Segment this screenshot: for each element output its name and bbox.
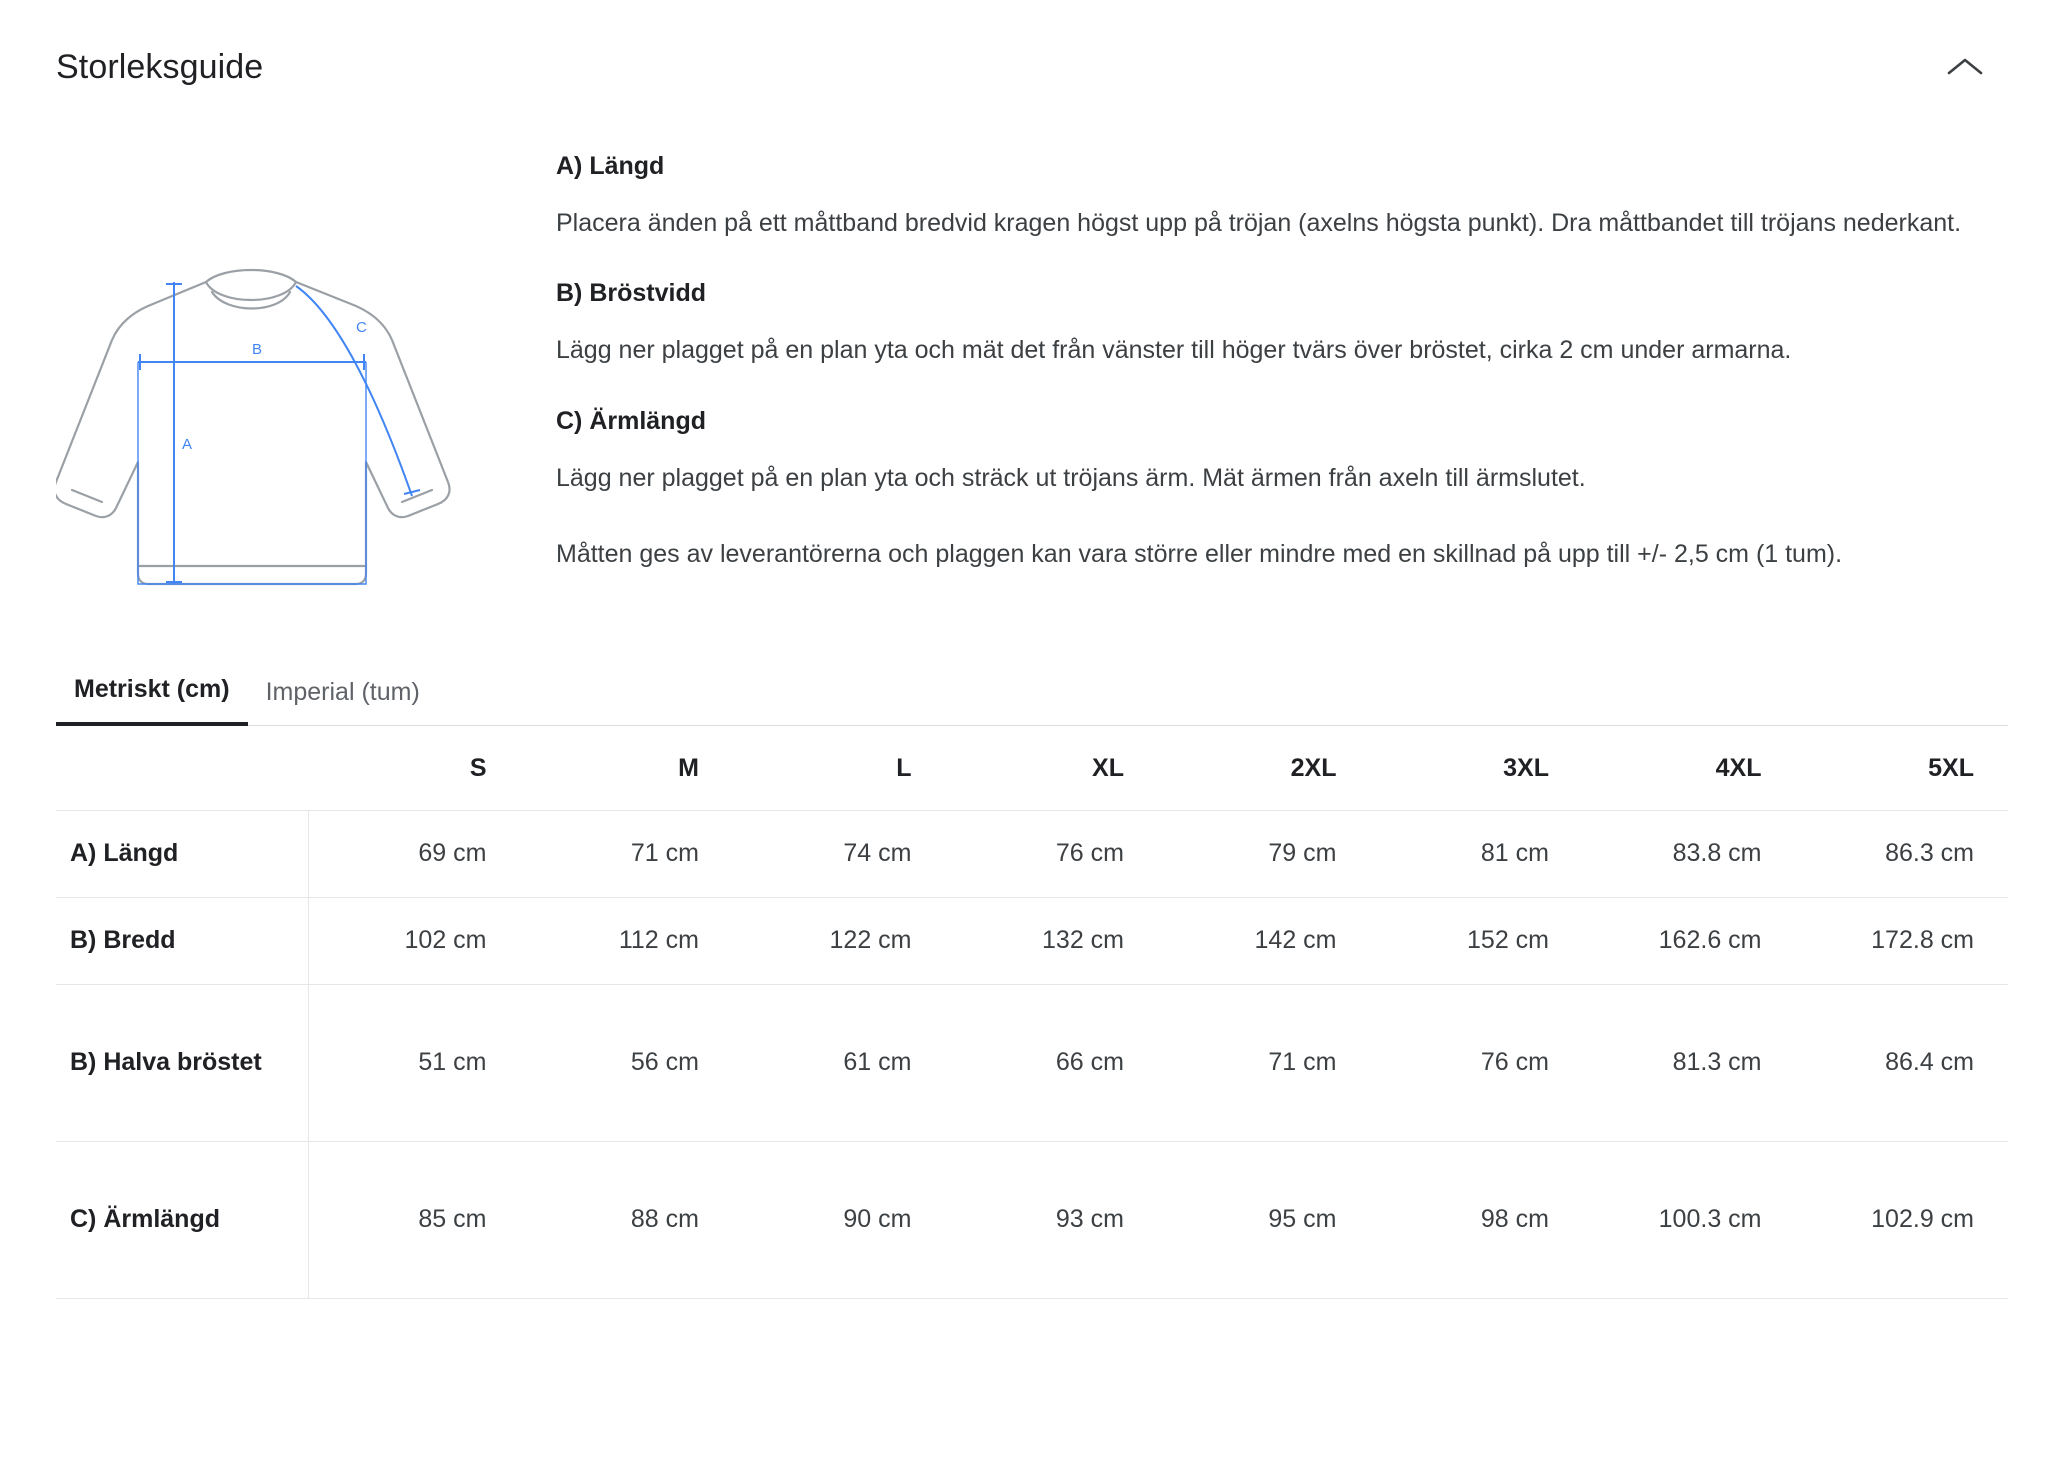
instruction-heading-b: B) Bröstvidd xyxy=(556,279,706,308)
cell-arm-5xl: 102.9 cm xyxy=(1796,1141,2009,1298)
instruction-text-a: Placera änden på ett måttband bredvid kragen högst upp på tröjan (axelns högsta punkt). Dra måttbandet till tröjans nederkant. xyxy=(556,209,1962,237)
cell-arm-s: 85 cm xyxy=(308,1141,521,1298)
cell-halva-3xl: 76 cm xyxy=(1371,984,1584,1141)
chevron-up-icon[interactable] xyxy=(1938,40,1992,94)
instruction-heading-c: C) Ärmlängd xyxy=(556,406,706,435)
cell-bredd-s: 102 cm xyxy=(308,897,521,984)
table-row xyxy=(56,811,2008,898)
measurement-disclaimer: Måtten ges av leverantörerna och plaggen kan vara större eller mindre med en skillnad på upp till +/- 2,5 cm (1 tum). xyxy=(556,539,1843,568)
cell-langd-4xl: 83.8 cm xyxy=(1583,811,1796,898)
row-header-bredd: B) Bredd xyxy=(56,897,308,984)
table-row xyxy=(56,897,2008,984)
cell-bredd-3xl: 152 cm xyxy=(1371,897,1584,984)
column-header-4xl: 4XL xyxy=(1583,726,1796,811)
instruction-heading-a: A) Längd xyxy=(556,152,665,180)
cell-langd-5xl: 86.3 cm xyxy=(1796,811,2009,898)
instruction-text-b: Lägg ner plagget på en plan yta och mät det från vänster till höger tvärs över bröstet, cirka 2 cm under armarna. xyxy=(556,336,1792,365)
cell-langd-3xl: 81 cm xyxy=(1371,811,1584,898)
unit-tabs xyxy=(56,675,2008,726)
table-row xyxy=(56,984,2008,1141)
cell-halva-5xl: 86.4 cm xyxy=(1796,984,2009,1141)
cell-langd-2xl: 79 cm xyxy=(1158,811,1371,898)
page-title: Storleksguide xyxy=(56,47,264,86)
cell-halva-xl: 66 cm xyxy=(946,984,1159,1141)
cell-arm-l: 90 cm xyxy=(733,1141,946,1298)
cell-arm-2xl: 95 cm xyxy=(1158,1141,1371,1298)
cell-halva-2xl: 71 cm xyxy=(1158,984,1371,1141)
cell-arm-4xl: 100.3 cm xyxy=(1583,1141,1796,1298)
column-header-l: L xyxy=(733,726,946,811)
column-header-3xl: 3XL xyxy=(1371,726,1584,811)
instructions-block xyxy=(556,134,1992,580)
cell-langd-l: 74 cm xyxy=(733,811,946,898)
cell-halva-l: 61 cm xyxy=(733,984,946,1141)
cell-bredd-2xl: 142 cm xyxy=(1158,897,1371,984)
cell-bredd-m: 112 cm xyxy=(521,897,734,984)
tab-metric[interactable]: Metriskt (cm) xyxy=(56,675,248,726)
row-header-halva-brostet: B) Halva bröstet xyxy=(56,984,308,1141)
cell-halva-m: 56 cm xyxy=(521,984,734,1141)
cell-halva-4xl: 81.3 cm xyxy=(1583,984,1796,1141)
cell-langd-m: 71 cm xyxy=(521,811,734,898)
table-header-row xyxy=(56,726,2008,811)
cell-arm-m: 88 cm xyxy=(521,1141,734,1298)
cell-bredd-l: 122 cm xyxy=(733,897,946,984)
row-header-armlangd: C) Ärmlängd xyxy=(56,1141,308,1298)
size-table xyxy=(56,726,2008,1299)
cell-bredd-5xl: 172.8 cm xyxy=(1796,897,2009,984)
label-a: A xyxy=(182,436,193,453)
cell-bredd-xl: 132 cm xyxy=(946,897,1159,984)
column-header-s: S xyxy=(308,726,521,811)
column-header-5xl: 5XL xyxy=(1796,726,2009,811)
cell-arm-xl: 93 cm xyxy=(946,1141,1159,1298)
column-header-2xl: 2XL xyxy=(1158,726,1371,811)
table-corner-cell xyxy=(56,726,308,811)
column-header-m: M xyxy=(521,726,734,811)
row-header-langd: A) Längd xyxy=(56,811,308,898)
column-header-xl: XL xyxy=(946,726,1159,811)
instruction-text-c: Lägg ner plagget på en plan yta och sträck ut tröjans ärm. Mät ärmen från axeln till ärmslutet. xyxy=(556,463,1586,492)
size-guide-header xyxy=(40,0,2008,94)
cell-langd-s: 69 cm xyxy=(308,811,521,898)
size-table-body xyxy=(56,811,2008,1299)
cell-bredd-4xl: 162.6 cm xyxy=(1583,897,1796,984)
table-row xyxy=(56,1141,2008,1298)
cell-arm-3xl: 98 cm xyxy=(1371,1141,1584,1298)
cell-langd-xl: 76 cm xyxy=(946,811,1159,898)
garment-illustration xyxy=(56,134,556,609)
size-table-head xyxy=(56,726,2008,811)
size-guide-content xyxy=(40,94,2008,609)
cell-halva-s: 51 cm xyxy=(308,984,521,1141)
label-c: C xyxy=(356,319,367,336)
tab-imperial[interactable]: Imperial (tum) xyxy=(248,678,438,725)
label-b: B xyxy=(252,341,263,358)
